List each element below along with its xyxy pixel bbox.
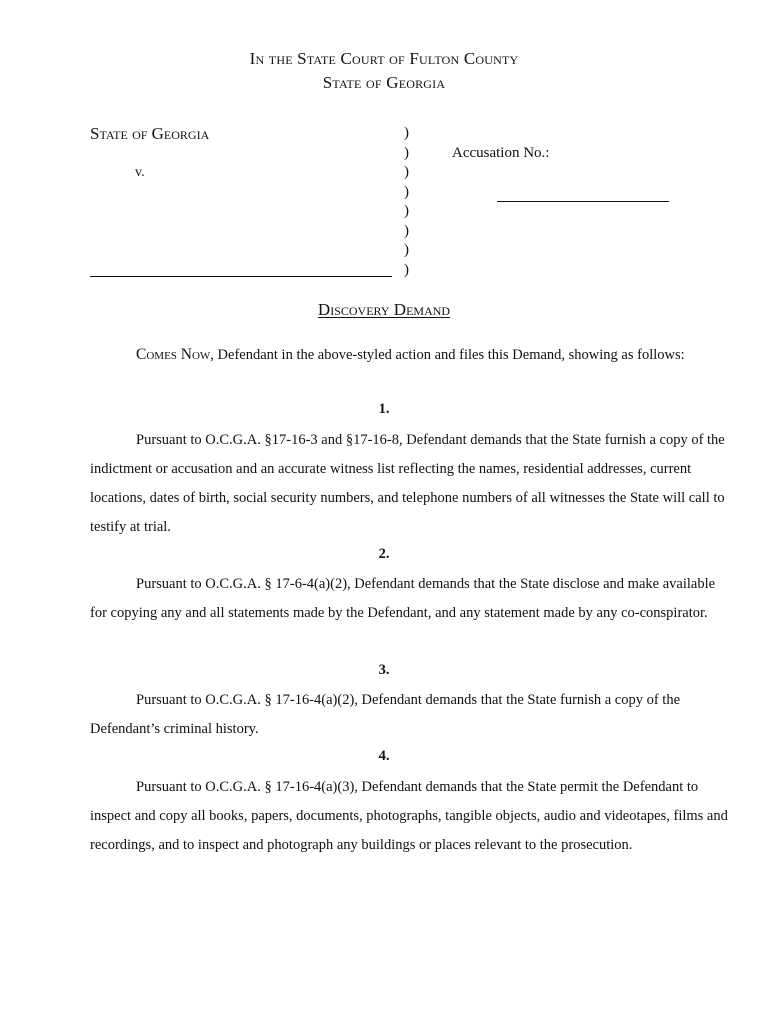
section-number: 3. xyxy=(378,662,390,678)
court-state-heading: State of Georgia xyxy=(322,73,446,92)
caption-paren: ) xyxy=(404,261,409,278)
section-paragraph xyxy=(90,426,730,542)
caption-paren: ) xyxy=(404,164,409,180)
section-paragraph xyxy=(90,773,730,860)
caption-paren: ) xyxy=(404,144,409,161)
caption-paren: ) xyxy=(404,222,409,239)
caption-paren: ) xyxy=(404,203,409,219)
caption-paren: ) xyxy=(404,125,409,141)
caption-plaintiff: State of Georgia xyxy=(90,124,210,143)
caption-paren-column xyxy=(404,124,409,280)
section-paragraph xyxy=(90,686,730,744)
section-number: 1. xyxy=(378,401,390,417)
section-paragraph xyxy=(90,570,730,628)
caption-versus: v. xyxy=(135,165,145,180)
section-number: 4. xyxy=(378,748,390,764)
intro-paragraph xyxy=(90,340,730,370)
intro-text: , Defendant in the above-styled action and files this Demand, showing as follows: xyxy=(210,347,685,363)
accusation-number-label: Accusation No.: xyxy=(452,145,550,161)
section-text: Pursuant to O.C.G.A. §17-16-3 and §17-16-8, Defendant demands that the State furnish a copy of the indictment or accusation and an accurate witness list reflecting the names, residential addresses, current locations, dates of birth, social security numbers, and telephone numbers of all witnesses the State will call to testify at trial. xyxy=(90,432,725,535)
court-name-heading: In the State Court of Fulton County xyxy=(249,49,519,68)
section-number: 2. xyxy=(378,546,390,562)
caption-paren: ) xyxy=(404,242,409,258)
intro-lead-words: Comes Now xyxy=(136,346,211,363)
accusation-number-blank-line xyxy=(497,201,669,202)
defendant-name-blank-line xyxy=(90,276,392,277)
section-text: Pursuant to O.C.G.A. § 17-16-4(a)(3), Defendant demands that the State permit the Defendant to inspect and copy all books, papers, documents, photographs, tangible objects, audio and videotapes, films and recordings, and to inspect and photograph any buildings or places relevant to the prosecution. xyxy=(90,779,728,853)
section-text: Pursuant to O.C.G.A. § 17-16-4(a)(2), Defendant demands that the State furnish a copy of the Defendant’s criminal history. xyxy=(90,692,681,737)
caption-paren: ) xyxy=(404,183,409,200)
section-text: Pursuant to O.C.G.A. § 17-6-4(a)(2), Defendant demands that the State disclose and make available for copying any and all statements made by the Defendant, and any statement made by any co-conspirator. xyxy=(90,576,716,621)
document-title: Discovery Demand xyxy=(317,300,451,319)
